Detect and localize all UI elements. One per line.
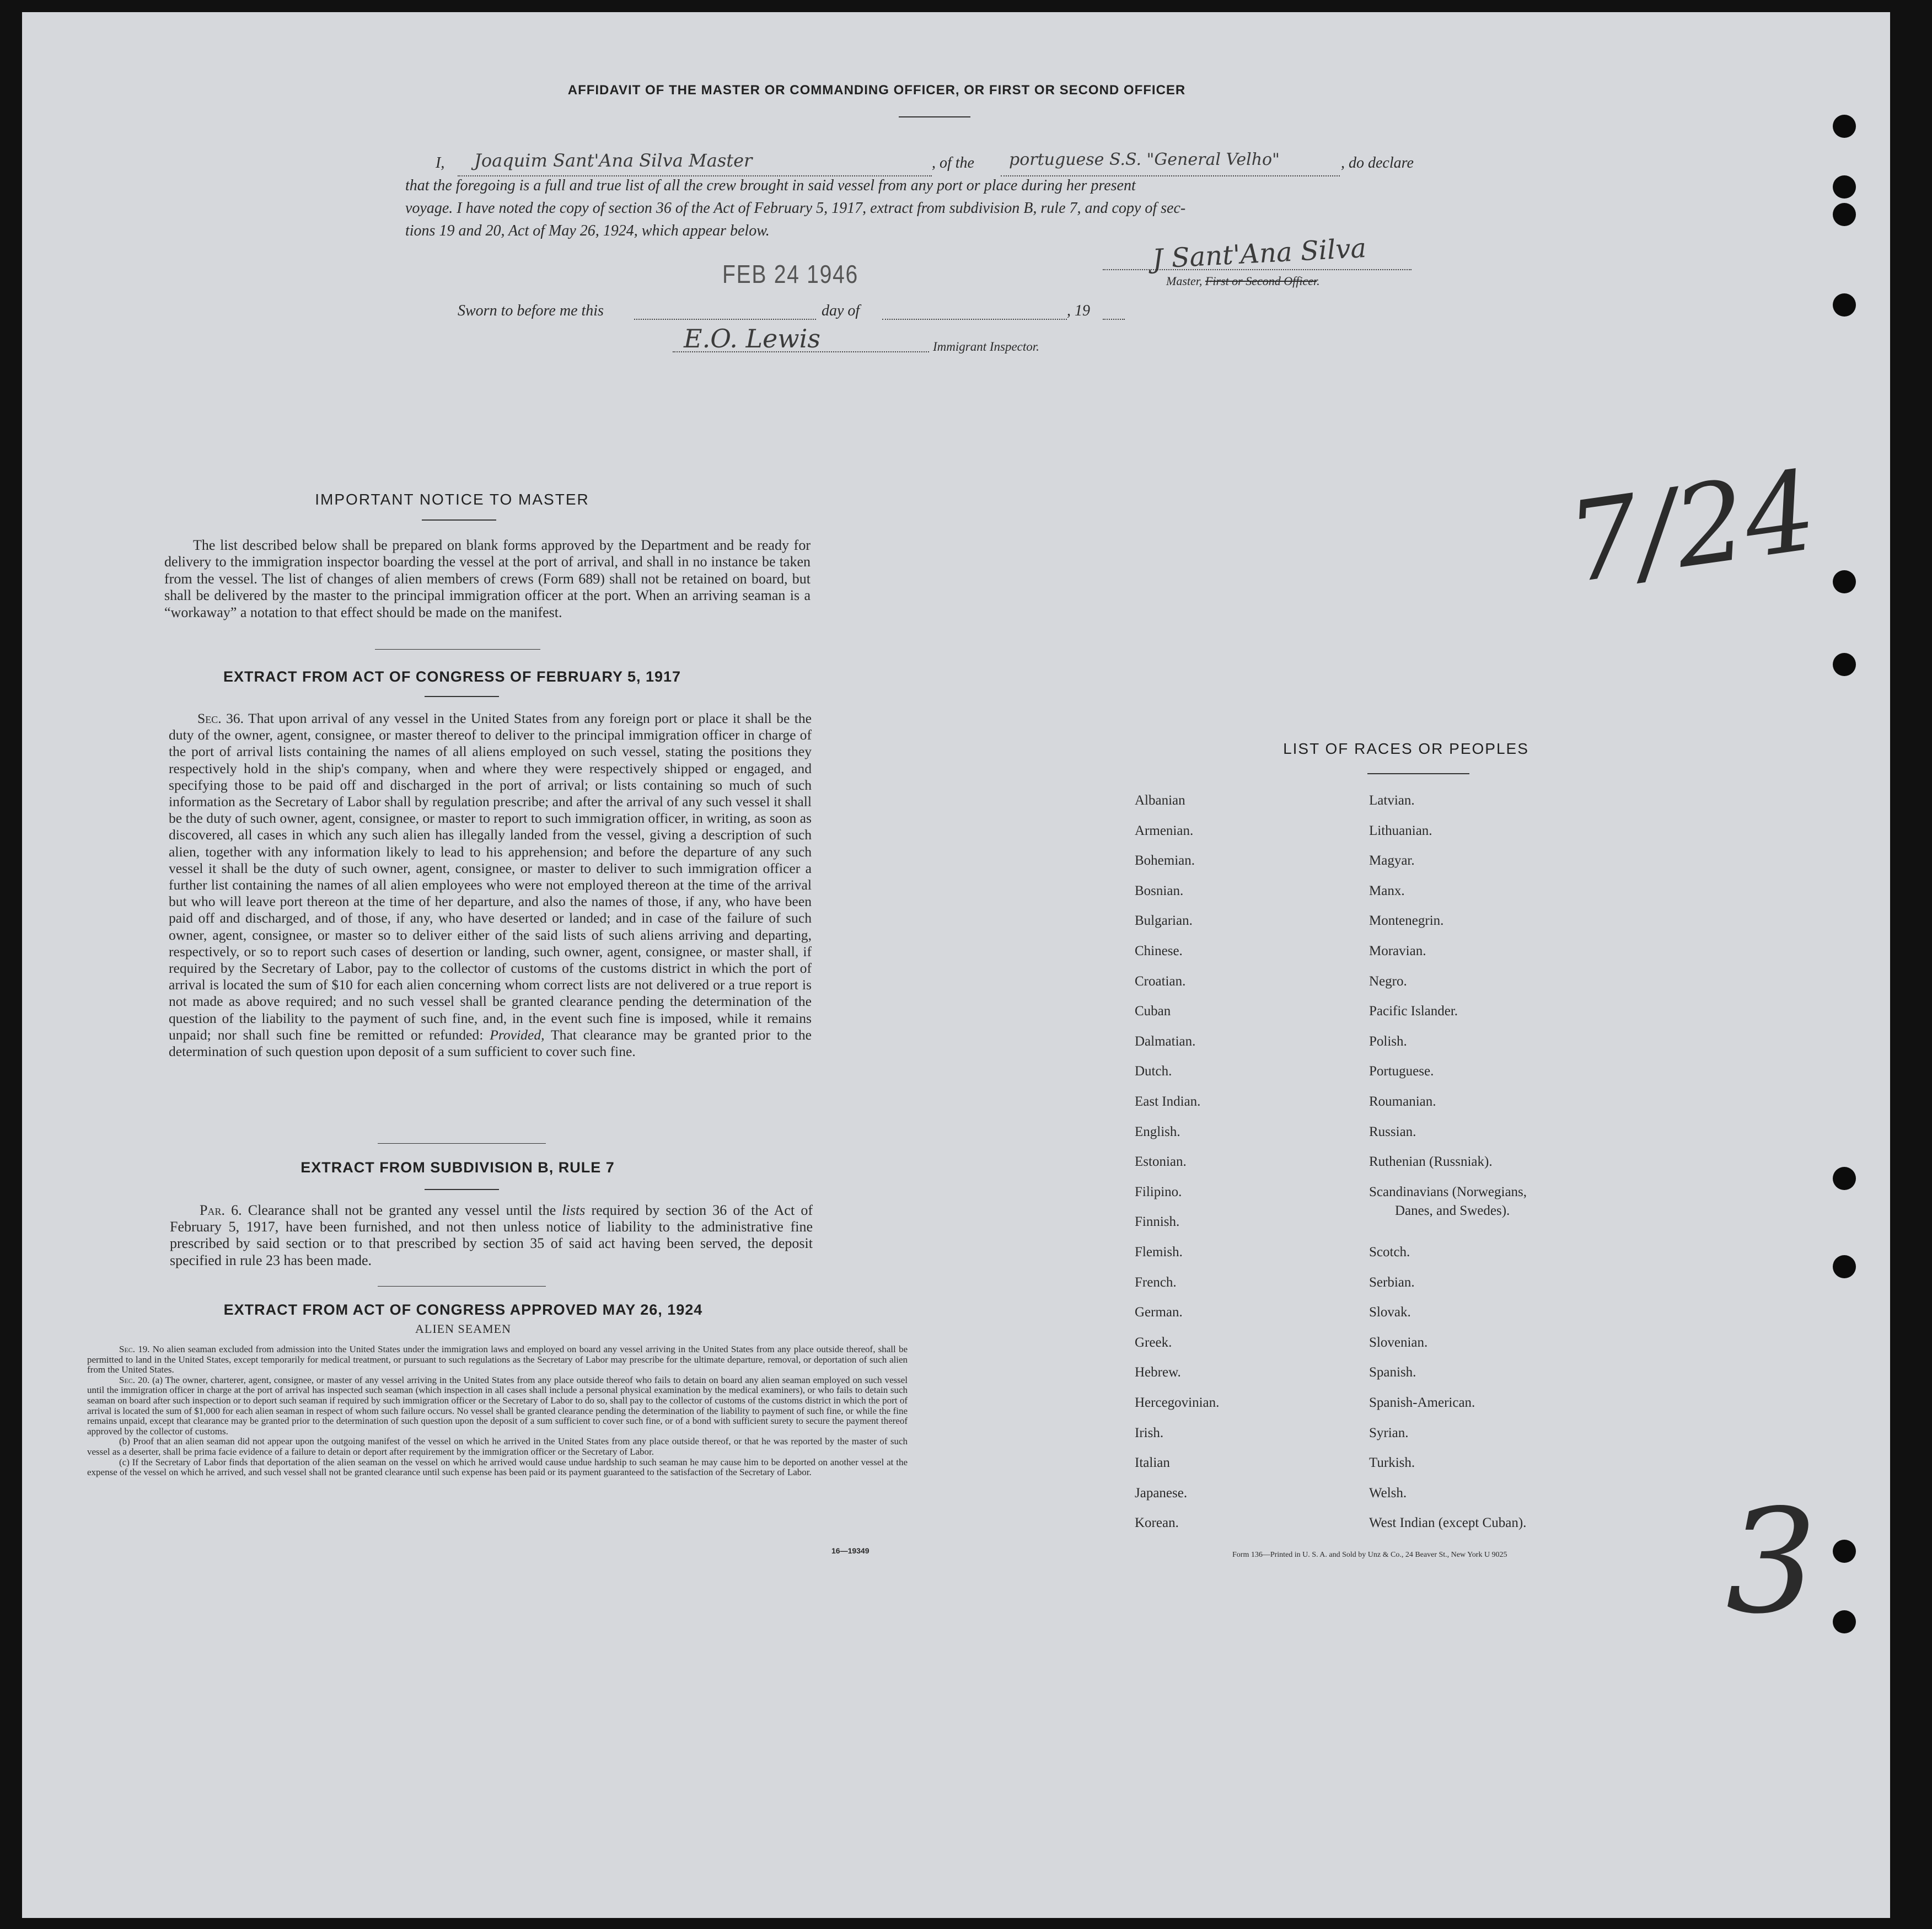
- race-item: Hebrew.: [1135, 1365, 1181, 1380]
- race-item: Albanian: [1135, 793, 1185, 808]
- race-item: Finnish.: [1135, 1214, 1180, 1230]
- sworn-month-line: [882, 319, 1067, 320]
- race-item: German.: [1135, 1305, 1183, 1320]
- extract-1917-separator: [378, 1143, 546, 1144]
- race-item: Scotch.: [1369, 1245, 1410, 1260]
- race-item: Spanish.: [1369, 1365, 1416, 1380]
- notice-title: IMPORTANT NOTICE TO MASTER: [315, 491, 589, 508]
- form-footer: Form 136—Printed in U. S. A. and Sold by Unz & Co., 24 Beaver St., New York U 9025: [1232, 1551, 1507, 1559]
- master-label: Master, First or Second Officer.: [1166, 274, 1320, 288]
- race-item: Dalmatian.: [1135, 1033, 1196, 1049]
- race-item: Hercegovinian.: [1135, 1395, 1220, 1410]
- binder-hole: [1833, 115, 1856, 138]
- notice-text-body: The list described below shall be prepared on blank forms approved by the Department and be ready for delivery to the immigration inspector boarding the vessel at the port of arrival, and shall in no instance be taken from the vessel. The list of changes of alien members of crews (Form 689) shall not be retained on board, but shall be delivered by the master to the principal immigration officer at the port. When an arriving seaman is a “workaway” a notation to that effect should be made on the manifest.: [164, 537, 811, 620]
- par-6-label: Par. 6.: [200, 1202, 242, 1218]
- race-item: Montenegrin.: [1369, 913, 1444, 929]
- race-item: Russian.: [1369, 1124, 1416, 1139]
- page-fraction-annotation: 7/24: [1560, 446, 1824, 608]
- binder-hole: [1833, 1167, 1856, 1190]
- sworn-day-of: day of: [822, 302, 860, 319]
- race-item: Bosnian.: [1135, 883, 1184, 898]
- sec-20c: (c) If the Secretary of Labor finds that deportation of the alien seaman on the vessel on which he arrived would cause undue hardship to such seaman he may cause him to be deported on another vessel at the expense of the vessel on which he arrived, and such vessel shall not be granted clearance until such expense has been paid or its payment guaranteed to the satisfaction of the Secretary of Labor.: [87, 1456, 908, 1478]
- race-item: Roumanian.: [1369, 1094, 1436, 1109]
- race-item: Slovenian.: [1369, 1335, 1428, 1350]
- sec-20a: [87, 1375, 908, 1437]
- race-item: Portuguese.: [1369, 1064, 1434, 1079]
- par-6-text-b: required by section 36 of the Act of February 5, 1917, have been furnished, and not then unless notice of liability to the administrative fine prescribed by said section or to that prescribed by section 35 of said act having been served, the deposit specified in rule 23 has been made.: [170, 1202, 813, 1268]
- sworn-date-line: [634, 319, 816, 320]
- affidavit-line-4: tions 19 and 20, Act of May 26, 1924, which appear below.: [405, 222, 770, 239]
- race-item: English.: [1135, 1124, 1180, 1139]
- affidavit-of-the: , of the: [932, 154, 974, 172]
- race-item: French.: [1135, 1274, 1177, 1290]
- affidavit-title-rule: [899, 116, 970, 117]
- race-item: Italian: [1135, 1455, 1170, 1471]
- subdiv-b-title: EXTRACT FROM SUBDIVISION B, RULE 7: [300, 1159, 615, 1176]
- race-scandinavians-cont: Danes, and Swedes).: [1395, 1203, 1510, 1218]
- affidavit-title: AFFIDAVIT OF THE MASTER OR COMMANDING OFFICER, OR FIRST OR SECOND OFFICER: [567, 83, 1186, 98]
- extract-1924-text: [87, 1344, 908, 1478]
- master-label-text: Master,: [1166, 274, 1203, 288]
- race-item: Polish.: [1369, 1033, 1407, 1049]
- extract-1924-subtitle: ALIEN SEAMEN: [415, 1322, 511, 1336]
- vessel-handwritten: portuguese S.S. "General Velho": [1009, 150, 1280, 169]
- race-item: Ruthenian (Russniak).: [1369, 1154, 1493, 1170]
- proviso-text: That clearance may be granted prior to the determination of such question upon deposit of a sum sufficient to cover such fine.: [169, 1026, 812, 1060]
- binder-hole: [1833, 653, 1856, 676]
- race-item: West Indian (except Cuban).: [1369, 1515, 1527, 1531]
- affidavit-declare: , do declare: [1341, 154, 1414, 172]
- officer-label-struck: First or Second Officer: [1205, 274, 1317, 288]
- subdiv-b-text: [170, 1202, 813, 1269]
- notice-text: [164, 537, 811, 621]
- affidavit-prefix: I,: [436, 154, 445, 172]
- master-name-line: [458, 175, 932, 176]
- race-item: Slovak.: [1369, 1305, 1411, 1320]
- vessel-line: [1001, 175, 1340, 176]
- master-name-handwritten: Joaquim Sant'Ana Silva Master: [474, 150, 753, 171]
- race-item: Lithuanian.: [1369, 823, 1432, 838]
- race-item: Moravian.: [1369, 944, 1426, 958]
- sec-19-label: Sec. 19.: [119, 1344, 150, 1354]
- race-item: Irish.: [1135, 1425, 1164, 1440]
- sec-20-label: Sec. 20.: [119, 1374, 150, 1385]
- extract-1924-title: EXTRACT FROM ACT OF CONGRESS APPROVED MAY 26, 1924: [223, 1301, 703, 1318]
- race-item: Scandinavians (Norwegians,: [1369, 1184, 1527, 1199]
- page-number-annotation: 3: [1726, 1479, 1817, 1646]
- race-item: Korean.: [1135, 1515, 1179, 1531]
- sworn-prefix: Sworn to before me this: [458, 302, 604, 319]
- sec-36-text: That upon arrival of any vessel in the United States from any foreign port or place it shall be the duty of the owner, agent, consignee, or master thereof to deliver to the principal immigration officer in charge of the port of arrival lists containing the names of all aliens employed on such vessel, stating the positions they respectively hold in the ship's company, when and where they were respectively shipped or engaged, and specifying those to be paid off and discharged in the port of arrival; or lists containing so much of such information as the Secretary of Labor shall by regulation prescribe; and after the arrival of any such vessel it shall be the duty of such owner, agent, consignee, or master to report to such immigration officer, in writing, as soon as discovered, all cases in which any such alien has illegally landed from the vessel, giving a description of such alien, together with any information likely to lead to his apprehension; and before the departure of any such vessel it shall be the duty of such owner, agent, consignee, or master to deliver to such immigration officer a further list containing the names of all alien employees who were not employed thereon at the time of the arrival but who will leave port thereon at the time of her departure, and also the names of those, if any, who have been paid off and discharged, and of those, if any, who have deserted or landed; and in case of the failure of such owner, agent, consignee, or master so to deliver either of the said lists of such aliens arriving and departing, respectively, or so to report such cases of desertion or landing, such owner, agent, consignee, or master shall, if required by the Secretary of Labor, pay to the collector of customs of the customs district in which the port of arrival is located the sum of $10 for each alien concerning whom correct lists are not delivered or a true report is not made as above required; and no such vessel shall be granted clearance pending the determination of the question of the liability to the payment of such fine, and, in the event such fine is imposed, while it remains unpaid; nor shall such fine be remitted or refunded:: [169, 710, 812, 1043]
- race-item: Serbian.: [1369, 1274, 1415, 1290]
- races-title: LIST OF RACES OR PEOPLES: [1283, 740, 1529, 757]
- document-page: [22, 12, 1890, 1918]
- race-item: Welsh.: [1369, 1485, 1407, 1501]
- subdiv-b-rule: [425, 1189, 499, 1190]
- extract-1917-rule: [425, 696, 499, 697]
- proviso-label: Provided,: [490, 1026, 545, 1043]
- sec-19: [87, 1344, 908, 1375]
- race-item: Turkish.: [1369, 1455, 1415, 1471]
- race-item: Chinese.: [1135, 944, 1183, 958]
- race-item: Estonian.: [1135, 1154, 1187, 1170]
- sec-20a-text: (a) The owner, charterer, agent, consignee, or master of any vessel arriving in the United States from any place outside thereof who fails to detain on board any alien seaman employed on such vessel until the immigration officer in charge at the port of arrival has inspected such seaman (which inspection in all cases shall include a personal physical examination by the medical examiners), or who fails to detain such seaman on board after such inspection or to deport such seaman if required by such immigration officer or the Secretary of Labor to do so, shall pay to the collector of customs of the customs district in which the port of arrival is located the sum of $1,000 for each alien seaman in respect of whom such failure occurs. No vessel shall be granted clearance pending the determination of the liability to payment of such fine, or while the fine remains unpaid, except that clearance may be granted prior to the determination of such question upon the deposit of a sum sufficient to cover such fine, or of a bond with sufficient surety to secure the payment thereof approved by the collector of customs.: [87, 1374, 908, 1437]
- race-item: Filipino.: [1135, 1184, 1182, 1199]
- affidavit-line-3: voyage. I have noted the copy of section 36 of the Act of February 5, 1917, extract from subdivision B, rule 7, and copy of sec-: [405, 200, 1186, 217]
- par-6-text-a: Clearance shall not be granted any vessel until the: [248, 1202, 556, 1218]
- race-item: Pacific Islander.: [1369, 1004, 1458, 1019]
- binder-hole: [1833, 1540, 1856, 1563]
- race-item: Cuban: [1135, 1004, 1171, 1019]
- race-item: Negro.: [1369, 973, 1407, 989]
- affidavit-line-2: that the foregoing is a full and true list of all the crew brought in said vessel from any port or place during her present: [405, 177, 1136, 194]
- sec-19-text: No alien seaman excluded from admission into the United States under the immigration laws and employed on board any vessel arriving in the United States from any place outside thereof, shall be permitted to land in the United States, except temporarily for medical treatment, or pursuant to such regulations as the Secretary of Labor may prescribe for the ultimate departure, removal, or deportation of such alien from the United States.: [87, 1344, 908, 1375]
- race-item: Dutch.: [1135, 1064, 1172, 1079]
- races-title-rule: [1367, 773, 1469, 774]
- extract-1917-text: [169, 710, 812, 1060]
- inspector-signature: E.O. Lewis: [684, 324, 820, 353]
- binder-hole: [1833, 203, 1856, 226]
- date-stamp: FEB 24 1946: [722, 260, 858, 288]
- race-item: Croatian.: [1135, 973, 1186, 989]
- par-6-lists: lists: [562, 1202, 586, 1218]
- inspector-label: Immigrant Inspector.: [933, 340, 1039, 353]
- form-code: 16—19349: [831, 1546, 870, 1555]
- race-item: Manx.: [1369, 883, 1405, 898]
- sworn-year-line: [1103, 319, 1125, 320]
- notice-title-rule: [422, 519, 496, 521]
- sec-36-label: Sec. 36.: [197, 710, 244, 726]
- race-item: East Indian.: [1135, 1094, 1201, 1109]
- binder-hole: [1833, 175, 1856, 199]
- sworn-year: , 19: [1067, 302, 1090, 319]
- race-item: Bohemian.: [1135, 853, 1195, 869]
- binder-hole: [1833, 570, 1856, 593]
- race-item: Syrian.: [1369, 1425, 1409, 1440]
- race-item: Magyar.: [1369, 853, 1415, 869]
- race-item: Flemish.: [1135, 1245, 1183, 1260]
- race-item: Japanese.: [1135, 1485, 1188, 1501]
- signature-line: [1103, 269, 1412, 270]
- binder-hole: [1833, 1255, 1856, 1278]
- race-item: Spanish-American.: [1369, 1395, 1475, 1410]
- binder-hole: [1833, 1610, 1856, 1633]
- sec-20b: (b) Proof that an alien seaman did not appear upon the outgoing manifest of the vessel on which he arrived in the United States from any place outside thereof, or that he was reported by the master of such vessel as a deserter, shall be prima facie evidence of a failure to detain or deport after requirement by the immigration officer or the Secretary of Labor.: [87, 1436, 908, 1457]
- subdiv-b-separator: [378, 1286, 546, 1287]
- race-item: Bulgarian.: [1135, 913, 1193, 929]
- race-item: Greek.: [1135, 1335, 1172, 1350]
- master-signature: J Sant'Ana Silva: [1151, 232, 1367, 275]
- binder-hole: [1833, 293, 1856, 317]
- extract-1917-title: EXTRACT FROM ACT OF CONGRESS OF FEBRUARY 5, 1917: [223, 668, 681, 685]
- race-item: Armenian.: [1135, 823, 1194, 838]
- notice-separator: [375, 649, 540, 650]
- race-item: Latvian.: [1369, 793, 1415, 808]
